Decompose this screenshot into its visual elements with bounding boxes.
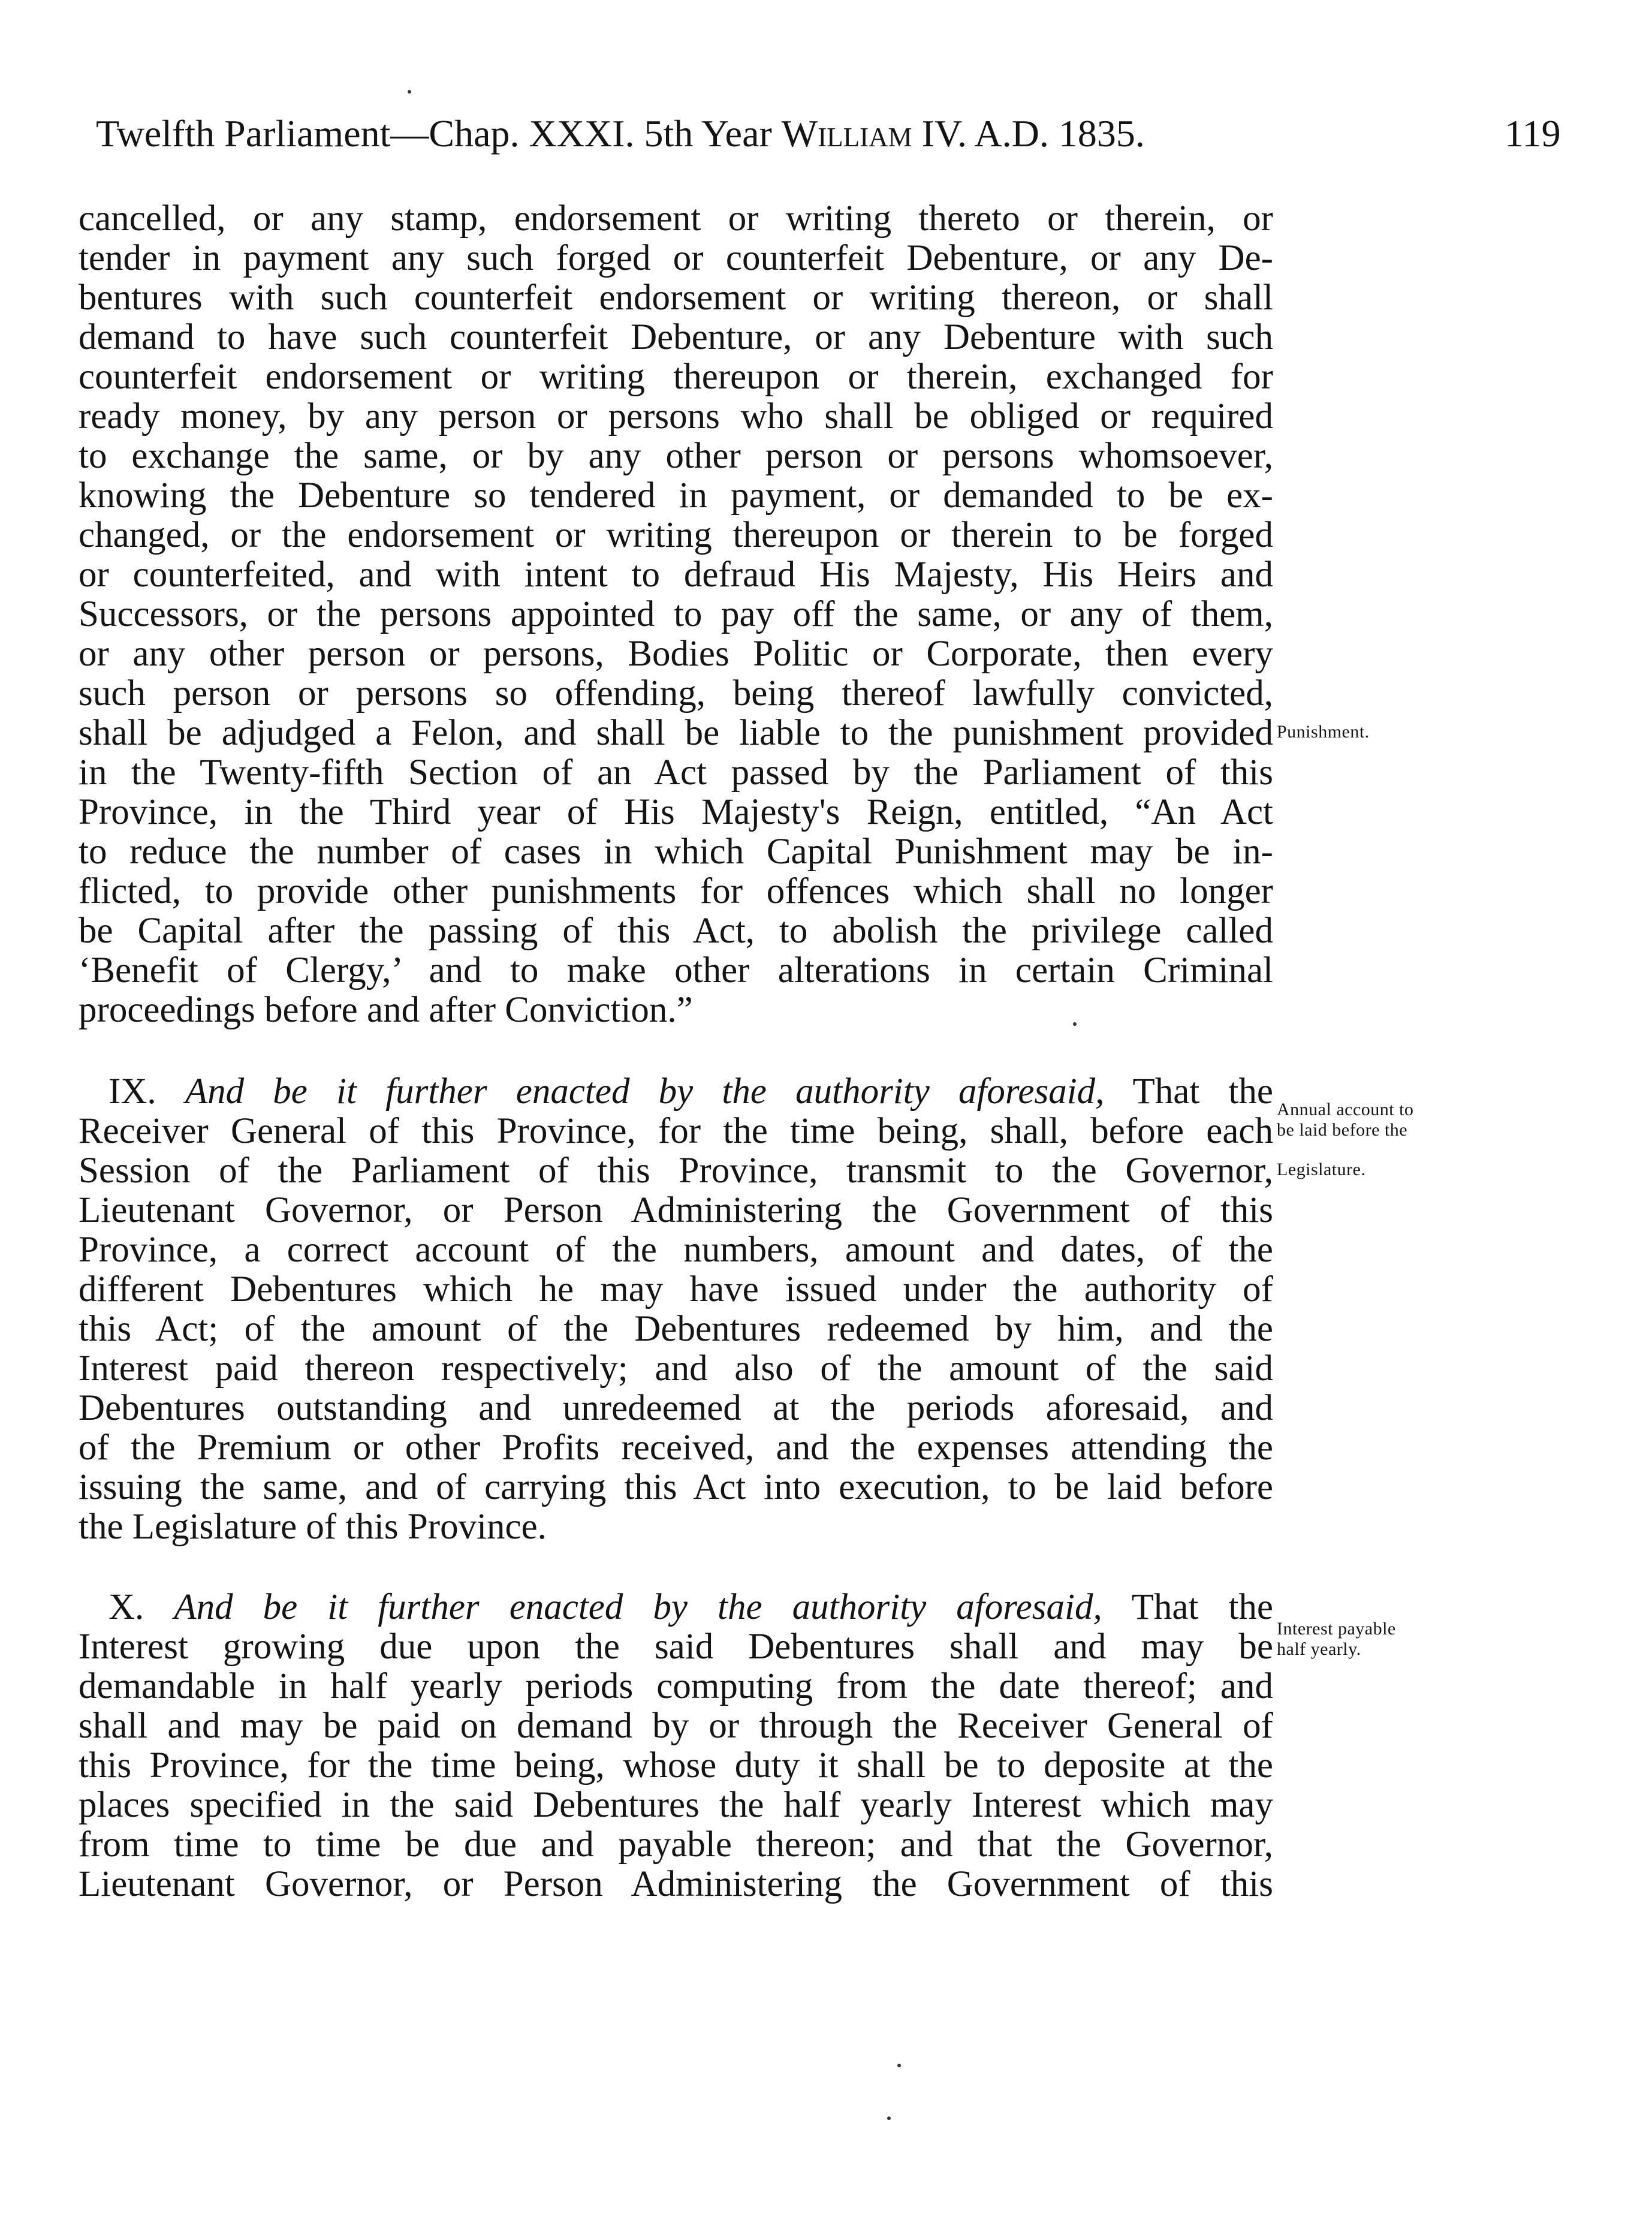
margin-note-punishment: Punishment. <box>1277 722 1370 742</box>
body-line: issuing the same, and of carrying this Act into execution, to be laid before <box>79 1467 1273 1507</box>
body-line: Lieutenant Governor, or Person Administering the Government of this <box>79 1190 1273 1230</box>
body-line: demand to have such counterfeit Debenture, or any Debenture with such <box>79 317 1273 357</box>
body-line: changed, or the endorsement or writing thereupon or therein to be forged <box>79 515 1273 555</box>
enacting-clause: And be it further enacted by the authority aforesaid, <box>185 1071 1105 1112</box>
body-line: Session of the Parliament of this Province, transmit to the Governor, <box>79 1151 1273 1191</box>
page-number: 119 <box>1505 112 1561 155</box>
body-line: cancelled, or any stamp, endorsement or writing thereto or therein, or <box>79 198 1273 239</box>
body-line: shall and may be paid on demand by or through the Receiver General of <box>79 1706 1273 1746</box>
body-line: or any other person or persons, Bodies Politic or Corporate, then every <box>79 634 1273 674</box>
body-line: knowing the Debenture so tendered in payment, or demanded to be ex- <box>79 475 1273 516</box>
body-line: flicted, to provide other punishments for offences which shall no longer <box>79 871 1273 911</box>
running-head <box>96 107 1523 161</box>
body-line: bentures with such counterfeit endorsement or writing thereon, or shall <box>79 278 1273 318</box>
margin-note-annual-account-line: Legislature. <box>1277 1160 1366 1179</box>
section-number: IX. <box>108 1071 156 1112</box>
body-line: Interest paid thereon respectively; and also of the amount of the said <box>79 1348 1273 1389</box>
margin-note-interest-payable-line: half yearly. <box>1277 1639 1361 1659</box>
stray-ink-dot <box>897 2064 901 2067</box>
body-line: proceedings before and after Conviction.” <box>79 990 693 1030</box>
body-line: places specified in the said Debentures the half yearly Interest which may <box>79 1785 1273 1825</box>
body-line: such person or persons so offending, being thereof lawfully convicted, <box>79 673 1273 713</box>
running-head-post: IV. A.D. 1835. <box>912 112 1145 155</box>
margin-note-annual-account-line: be laid before the <box>1277 1120 1408 1140</box>
body-line: Debentures outstanding and unredeemed at the periods aforesaid, and <box>79 1388 1273 1428</box>
body-line: Interest growing due upon the said Debentures shall and may be <box>79 1627 1273 1667</box>
margin-note-annual-account-line: Annual account to <box>1277 1100 1414 1119</box>
body-line: to reduce the number of cases in which Capital Punishment may be in- <box>79 832 1273 872</box>
body-line: counterfeit endorsement or writing thereupon or therein, exchanged for <box>79 357 1273 397</box>
margin-note-interest-payable-line: Interest payable <box>1277 1619 1396 1639</box>
body-line: Successors, or the persons appointed to pay off the same, or any of them, <box>79 594 1273 634</box>
section-number: X. <box>108 1587 144 1627</box>
body-line: Lieutenant Governor, or Person Administering the Government of this <box>79 1864 1273 1904</box>
section-first-line-tail: That the <box>1131 1587 1274 1627</box>
body-line: ready money, by any person or persons who shall be obliged or required <box>79 396 1273 436</box>
body-line: or counterfeited, and with intent to defraud His Majesty, His Heirs and <box>79 555 1273 595</box>
body-line: from time to time be due and payable thereon; and that the Governor, <box>79 1824 1273 1865</box>
body-line: to exchange the same, or by any other person or persons whomsoever, <box>79 436 1273 476</box>
body-line: in the Twenty-fifth Section of an Act passed by the Parliament of this <box>79 752 1273 793</box>
body-line: be Capital after the passing of this Act, to abolish the privilege called <box>79 911 1273 951</box>
body-line: tender in payment any such forged or counterfeit Debenture, or any De- <box>79 238 1273 278</box>
body-line: different Debentures which he may have issued under the authority of <box>79 1269 1273 1309</box>
body-line: this Province, for the time being, whose duty it shall be to deposite at the <box>79 1745 1273 1786</box>
body-line: demandable in half yearly periods computing from the date thereof; and <box>79 1666 1273 1706</box>
body-line: the Legislature of this Province. <box>79 1507 547 1547</box>
running-head-pre: Twelfth Parliament—Chap. XXXI. 5th Year <box>96 112 782 155</box>
stray-ink-dot <box>408 90 411 94</box>
enacting-clause: And be it further enacted by the authority aforesaid, <box>174 1587 1102 1627</box>
section-first-line <box>108 1072 1273 1112</box>
body-line: of the Premium or other Profits received, and the expenses attending the <box>79 1428 1273 1468</box>
body-line: Receiver General of this Province, for the time being, shall, before each <box>79 1111 1273 1151</box>
body-line: ‘Benefit of Clergy,’ and to make other alterations in certain Criminal <box>79 950 1273 990</box>
stray-ink-dot <box>887 2116 891 2120</box>
body-line: shall be adjudged a Felon, and shall be liable to the punishment provided <box>79 713 1273 753</box>
body-line: Province, in the Third year of His Majesty's Reign, entitled, “An Act <box>79 792 1273 832</box>
body-line: Province, a correct account of the numbers, amount and dates, of the <box>79 1230 1273 1270</box>
body-line: this Act; of the amount of the Debentures redeemed by him, and the <box>79 1309 1273 1349</box>
stray-ink-dot <box>1073 1022 1077 1026</box>
running-head-smallcaps: William <box>781 112 912 155</box>
section-first-line-tail: That the <box>1132 1071 1273 1112</box>
section-first-line <box>108 1588 1273 1627</box>
